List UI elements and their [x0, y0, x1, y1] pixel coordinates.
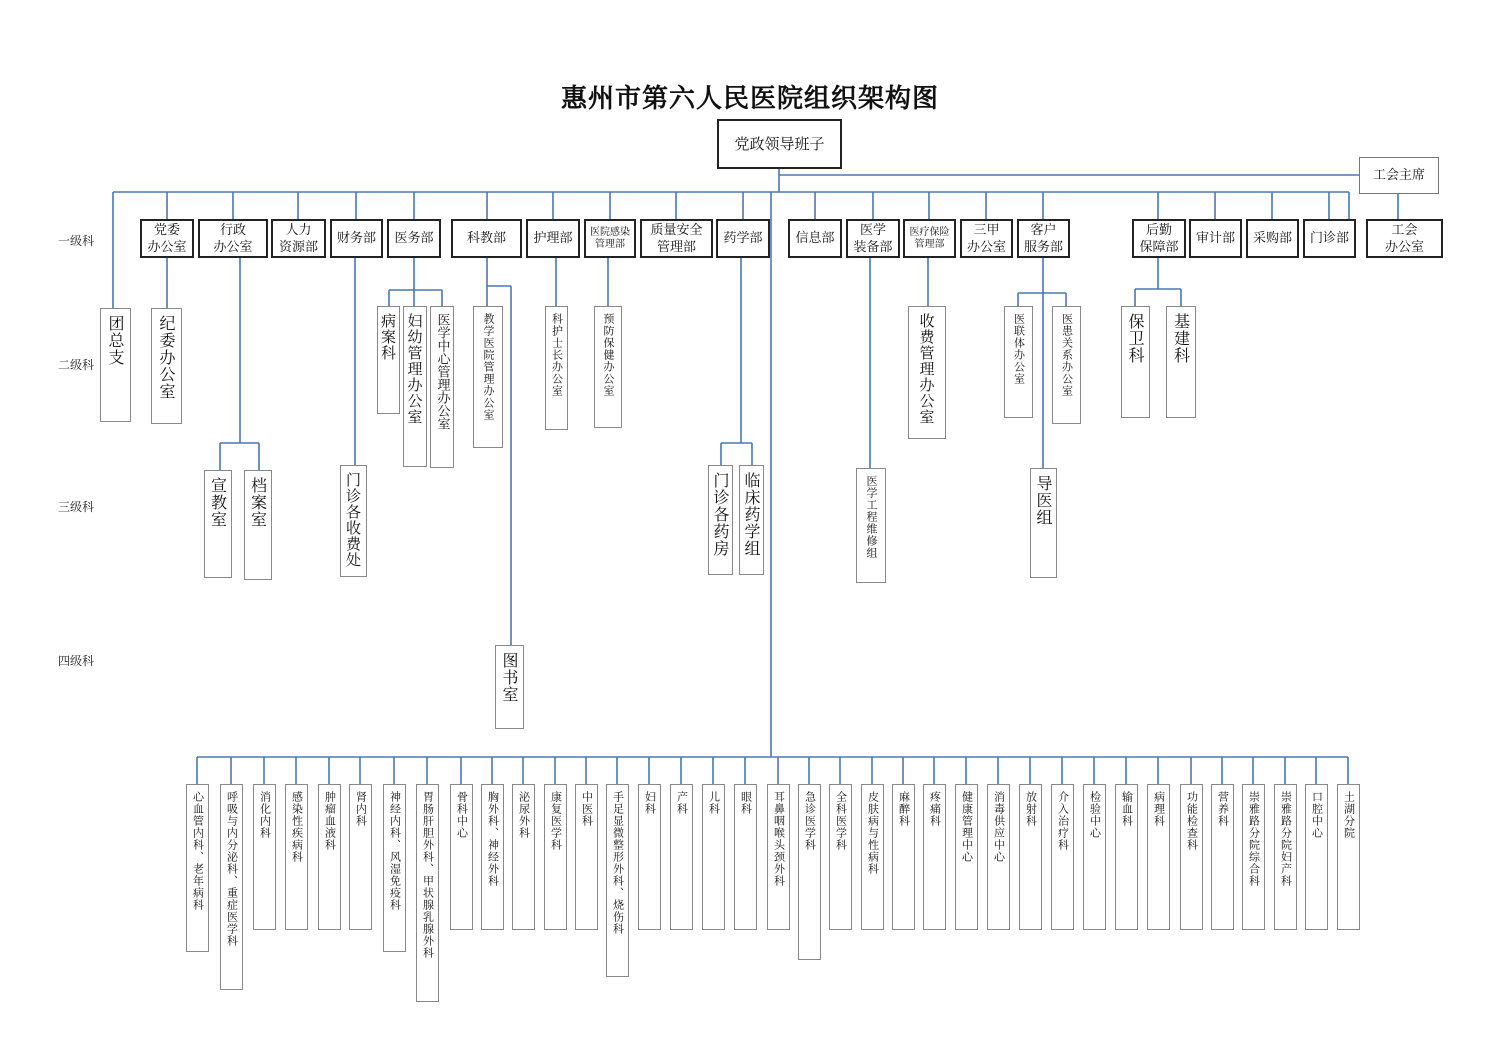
dept-finance: 财务部: [330, 219, 383, 258]
clinical-dept-label: 耳鼻咽喉头颈外科: [772, 791, 786, 887]
clinical-dept-label: 呼吸与内分泌科、重症医学科: [225, 791, 239, 947]
clinical-dept-label: 口腔中心: [1310, 791, 1324, 839]
dept-hr: 人力 资源部: [271, 219, 326, 258]
clinical-dept-24: [955, 784, 978, 930]
clinical-dept-label: 神经内科、风湿免疫科: [388, 791, 402, 911]
clinical-dept-30: [1147, 784, 1170, 930]
clinical-dept-label: 胃肠肝胆外科、甲状腺乳腺外科: [421, 791, 435, 959]
sub3-outpatient-cashier: 门诊各收费处: [340, 465, 367, 577]
clinical-dept-3: [285, 784, 308, 930]
clinical-dept-27: [1051, 784, 1074, 930]
clinical-dept-label: 全科医学科: [834, 791, 848, 851]
clinical-dept-label: 心血管内科、老年病科: [191, 791, 205, 911]
level-label-4: 四级科: [58, 654, 95, 668]
dept-quality-safety: 质量安全 管理部: [640, 219, 713, 258]
clinical-dept-label: 皮肤病与性病科: [866, 791, 880, 875]
clinical-dept-label: 疼痛科: [928, 791, 942, 827]
clinical-dept-2: [253, 784, 276, 930]
clinical-dept-label: 土湖分院: [1342, 791, 1356, 839]
clinical-dept-20: [829, 784, 852, 930]
leadership-box: 党政领导班子: [717, 119, 842, 169]
clinical-dept-0: [186, 784, 209, 952]
clinical-dept-label: 崇雅路分院综合科: [1247, 791, 1261, 887]
clinical-dept-label: 泌尿外科: [517, 791, 531, 839]
clinical-dept-label: 儿科: [707, 791, 721, 815]
clinical-dept-28: [1083, 784, 1106, 930]
clinical-dept-21: [861, 784, 884, 930]
clinical-dept-31: [1180, 784, 1203, 930]
clinical-dept-29: [1115, 784, 1138, 930]
sub3-guide-group: 导医组: [1030, 468, 1057, 578]
clinical-dept-label: 急诊医学科: [803, 791, 817, 851]
chart-title: 惠州市第六人民医院组织架构图: [560, 84, 939, 114]
clinical-dept-25: [987, 784, 1010, 930]
clinical-dept-32: [1211, 784, 1234, 930]
sub3-publicity-room: 宣教室: [204, 470, 232, 578]
clinical-dept-label: 麻醉科: [897, 791, 911, 827]
clinical-dept-8: [450, 784, 473, 930]
clinical-dept-19: [798, 784, 821, 960]
clinical-dept-14: [638, 784, 661, 930]
clinical-dept-26: [1019, 784, 1042, 930]
clinical-dept-label: 妇科: [643, 791, 657, 815]
clinical-dept-label: 胸外科、神经外科: [486, 791, 500, 887]
clinical-dept-12: [575, 784, 598, 930]
clinical-dept-label: 肾内科: [354, 791, 368, 827]
clinical-dept-7: [416, 784, 439, 1002]
sub3-engineering-repair: 医学工程维修组: [856, 468, 886, 583]
clinical-dept-label: 消毒供应中心: [992, 791, 1006, 863]
dept-party-office: 党委 办公室: [140, 219, 194, 258]
clinical-dept-18: [767, 784, 790, 930]
level-label-3: 三级科: [58, 500, 95, 514]
sub-medical-center-office: 医学中心管理办公室: [430, 306, 454, 468]
sub-infrastructure: 基建科: [1166, 306, 1196, 418]
clinical-dept-label: 中医科: [580, 791, 594, 827]
sub3-archives-room: 档案室: [244, 470, 272, 580]
sub-medical-records: 病案科: [377, 306, 400, 414]
dept-procurement: 采购部: [1246, 219, 1299, 258]
dept-union-office: 工会 办公室: [1366, 219, 1443, 258]
sub-prevention-office: 预防保健办公室: [594, 306, 622, 428]
dept-admin-office: 行政 办公室: [198, 219, 268, 258]
clinical-dept-34: [1274, 784, 1297, 930]
clinical-dept-label: 健康管理中心: [960, 791, 974, 863]
clinical-dept-16: [702, 784, 725, 930]
clinical-dept-label: 功能检查科: [1185, 791, 1199, 851]
dept-science-education: 科教部: [451, 219, 522, 258]
dept-medical-equipment: 医学 装备部: [846, 219, 900, 258]
sub-head-nurse-office: 科护士长办公室: [545, 306, 568, 430]
sub3-outpatient-pharmacy: 门诊各药房: [708, 465, 733, 575]
dept-nursing: 护理部: [526, 219, 580, 258]
clinical-dept-label: 输血科: [1120, 791, 1134, 827]
clinical-dept-4: [318, 784, 341, 930]
dept-infection-control: 医院感染 管理部: [584, 219, 636, 258]
sub3-clinical-pharmacy: 临床药学组: [739, 465, 764, 575]
clinical-dept-label: 消化内科: [258, 791, 272, 839]
dept-outpatient: 门诊部: [1303, 219, 1356, 258]
dept-medical-insurance: 医疗保险 管理部: [903, 219, 956, 258]
dept-information: 信息部: [788, 219, 842, 258]
clinical-dept-label: 感染性疾病科: [290, 791, 304, 863]
dept-customer-service: 客户 服务部: [1017, 219, 1070, 258]
clinical-dept-22: [892, 784, 915, 930]
clinical-dept-label: 肿瘤血液科: [323, 791, 337, 851]
clinical-dept-1: [220, 784, 243, 990]
sub-discipline-office: 纪委办公室: [151, 308, 182, 424]
dept-pharmacy: 药学部: [716, 219, 770, 258]
sub-medical-alliance-office: 医联体办公室: [1004, 306, 1033, 418]
clinical-dept-13: [606, 784, 629, 977]
sub4-library: 图书室: [495, 645, 524, 729]
level-label-2: 二级科: [58, 358, 95, 372]
clinical-dept-label: 手足显微整形外科、烧伤科: [611, 791, 625, 935]
clinical-dept-label: 产科: [675, 791, 689, 815]
dept-medical-affairs: 医务部: [387, 219, 441, 258]
sub-billing-office: 收费管理办公室: [908, 306, 946, 439]
clinical-dept-35: [1305, 784, 1328, 930]
clinical-dept-label: 放射科: [1024, 791, 1038, 827]
clinical-dept-33: [1242, 784, 1265, 930]
sub-youth-league: 团总支: [100, 308, 131, 422]
clinical-dept-5: [349, 784, 372, 930]
sub-teaching-hospital-office: 教学医院管理办公室: [473, 306, 503, 448]
clinical-dept-11: [544, 784, 567, 930]
clinical-dept-label: 检验中心: [1088, 791, 1102, 839]
clinical-dept-label: 崇雅路分院妇产科: [1279, 791, 1293, 887]
dept-audit: 审计部: [1189, 219, 1242, 258]
clinical-dept-17: [734, 784, 757, 930]
clinical-dept-6: [383, 784, 406, 952]
clinical-dept-label: 眼科: [739, 791, 753, 815]
level-label-1: 一级科: [58, 234, 95, 248]
clinical-dept-10: [512, 784, 535, 930]
sub-patient-relations-office: 医患关系办公室: [1052, 306, 1081, 424]
clinical-dept-36: [1337, 784, 1360, 930]
clinical-dept-label: 介入治疗科: [1056, 791, 1070, 851]
clinical-dept-label: 骨科中心: [455, 791, 469, 839]
dept-grade-a-office: 三甲 办公室: [960, 219, 1013, 258]
dept-logistics: 后勤 保障部: [1132, 219, 1186, 258]
union-chair-box: 工会主席: [1359, 157, 1439, 194]
clinical-dept-9: [481, 784, 504, 930]
clinical-dept-label: 康复医学科: [549, 791, 563, 851]
clinical-dept-23: [923, 784, 946, 930]
clinical-dept-label: 病理科: [1152, 791, 1166, 827]
clinical-dept-label: 营养科: [1216, 791, 1230, 827]
clinical-dept-15: [670, 784, 693, 930]
sub-maternal-child-office: 妇幼管理办公室: [403, 306, 427, 467]
sub-security: 保卫科: [1121, 306, 1150, 418]
